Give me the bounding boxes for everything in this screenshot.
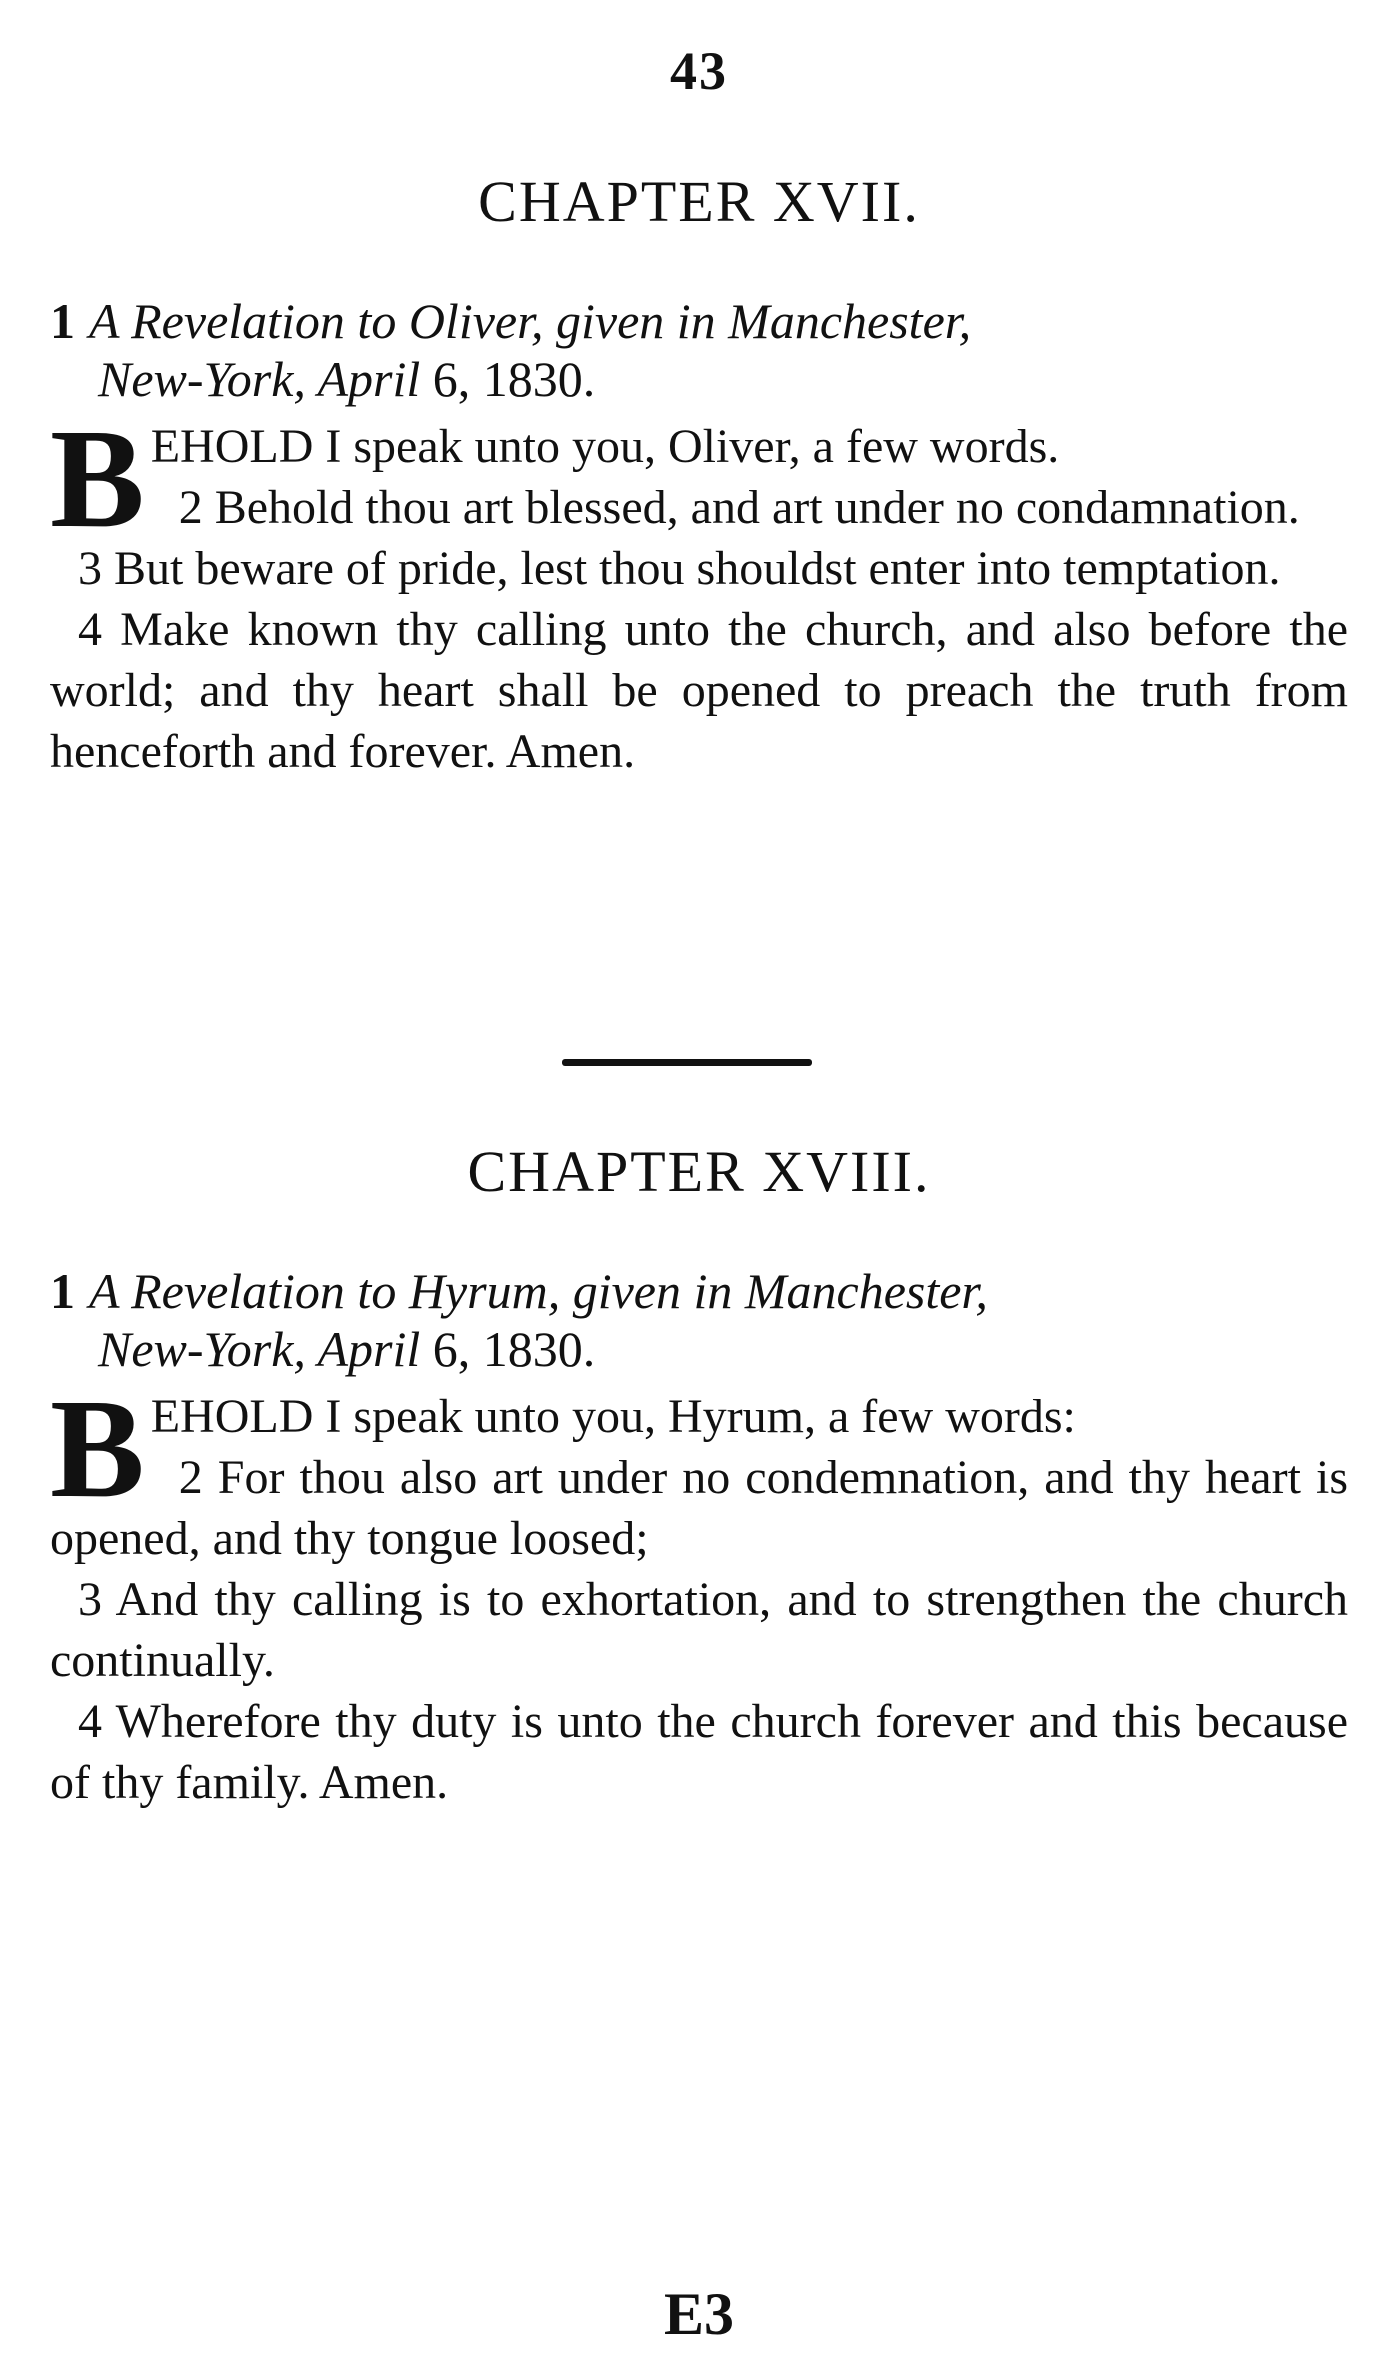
- verse-2: 2 Behold thou art blessed, and art under no condamnation.: [178, 481, 1300, 534]
- heading-line1: A Revelation to Oliver, given in Manchester,: [89, 293, 972, 349]
- dropcap: B: [50, 399, 145, 557]
- heading-line2: [50, 350, 1350, 408]
- heading-line1: A Revelation to Hyrum, given in Manchester,: [89, 1263, 988, 1319]
- verse-1-text: EHOLD I speak unto you, Oliver, a few words.: [150, 420, 1060, 473]
- heading-line2-date: 6, 1830.: [420, 351, 596, 407]
- verse-3: 3 But beware of pride, lest thou shouldst enter into temptation.: [78, 542, 1281, 595]
- verse-1-text: EHOLD I speak unto you, Hyrum, a few words:: [150, 1390, 1076, 1443]
- verse-4: 4 Make known thy calling unto the church, and also before the world; and thy heart shall be opened to preach the truth from henceforth and forever. Amen.: [50, 603, 1348, 778]
- chapter-body-xvii: [50, 399, 1348, 782]
- verse-2: 2 For thou also art under no condemnation, and thy heart is opened, and thy tongue loosed;: [50, 1451, 1348, 1565]
- page-number: 43: [670, 41, 728, 101]
- verse-4: 4 Wherefore thy duty is unto the church forever and this because of thy family. Amen.: [50, 1695, 1348, 1809]
- signature-mark: E3: [663, 2281, 735, 2347]
- heading-line2-italic: New-York, April: [98, 351, 421, 407]
- heading-number: 1: [50, 1263, 75, 1319]
- heading-line2-italic: New-York, April: [98, 1321, 421, 1377]
- chapter-divider: [562, 1059, 812, 1066]
- chapter-heading-xvii: [50, 292, 1350, 408]
- chapter-title-xvii: CHAPTER XVII.: [478, 169, 920, 234]
- heading-number: 1: [50, 293, 75, 349]
- verse-3: 3 And thy calling is to exhortation, and to strengthen the church continually.: [50, 1573, 1348, 1687]
- heading-line2-date: 6, 1830.: [420, 1321, 596, 1377]
- heading-line2: [50, 1320, 1350, 1378]
- chapter-title-xviii: CHAPTER XVIII.: [467, 1139, 931, 1204]
- chapter-body-xviii: [50, 1369, 1348, 1813]
- dropcap: B: [50, 1369, 145, 1527]
- chapter-heading-xviii: [50, 1262, 1350, 1378]
